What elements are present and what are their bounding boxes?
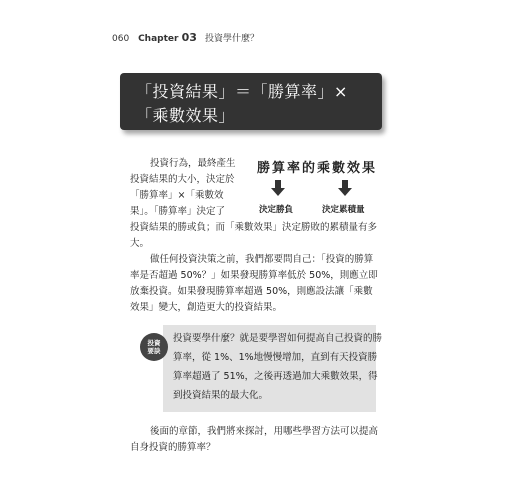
- page-number: 060: [112, 34, 130, 44]
- heading-line-2: 「乘數效果」: [136, 106, 236, 125]
- heading-line-1: 「投資結果」＝「勝算率」×: [136, 82, 348, 101]
- diagram-title: 勝算率的乘數效果: [257, 161, 378, 176]
- para2-line-4: 效果」變大，創造更大的投資結果。: [130, 302, 283, 313]
- down-arrow-icon: [338, 180, 352, 196]
- tip-badge-line-1: 投資: [147, 339, 161, 347]
- tip-badge-line-2: 要訣: [147, 347, 161, 355]
- tip-line-1: 投資要學什麼？就是要學習如何提高自己投資的勝: [173, 333, 383, 344]
- para3-line-2: 自身投資的勝算率？: [130, 442, 216, 453]
- section-heading-banner: [120, 73, 382, 130]
- para1-line-3: 「勝算率」×「乘數效: [130, 190, 224, 201]
- tip-box: [163, 325, 383, 412]
- para2-line-2: 率是否超過 50%？」如果發現勝算率低於 50%，則應立即: [130, 270, 378, 281]
- para1-line-1: 投資行為，最終產生: [150, 158, 236, 169]
- chapter-number: 03: [181, 31, 197, 44]
- para3-line-1: 後面的章節，我們將來探討，用哪些學習方法可以提高: [150, 426, 379, 437]
- chapter-label: [138, 31, 200, 44]
- tip-line-3: 算率超過了 51%，之後再透過加大乘數效果，得: [173, 371, 378, 382]
- diagram-left-label: 決定勝負: [259, 205, 294, 215]
- running-header: [112, 31, 259, 44]
- tip-line-2: 算率，從 1%、1%地慢慢增加，直到有天投資勝: [173, 352, 378, 363]
- down-arrow-icon: [271, 180, 285, 196]
- chapter-word: Chapter: [138, 34, 179, 44]
- para2-line-3: 放棄投資。如果發現勝算率超過 50%，則應設法讓「乘數: [130, 286, 373, 297]
- para1-line-6: 大。: [130, 238, 150, 249]
- tip-badge: [140, 333, 168, 361]
- para1-line-5: 投資結果的勝或負；而「乘數效果」決定勝敗的累積量有多: [130, 222, 378, 233]
- chapter-title: 投資學什麼？: [205, 34, 260, 44]
- diagram-right-label: 決定累積量: [322, 205, 365, 215]
- para2-line-1: 做任何投資決策之前，我們都要問自己：「投資的勝算: [150, 254, 374, 265]
- para1-line-2: 投資結果的大小，決定於: [130, 174, 235, 185]
- para1-line-4: 果」。「勝算率」決定了: [130, 206, 226, 217]
- tip-line-4: 到投資結果的最大化。: [173, 390, 269, 401]
